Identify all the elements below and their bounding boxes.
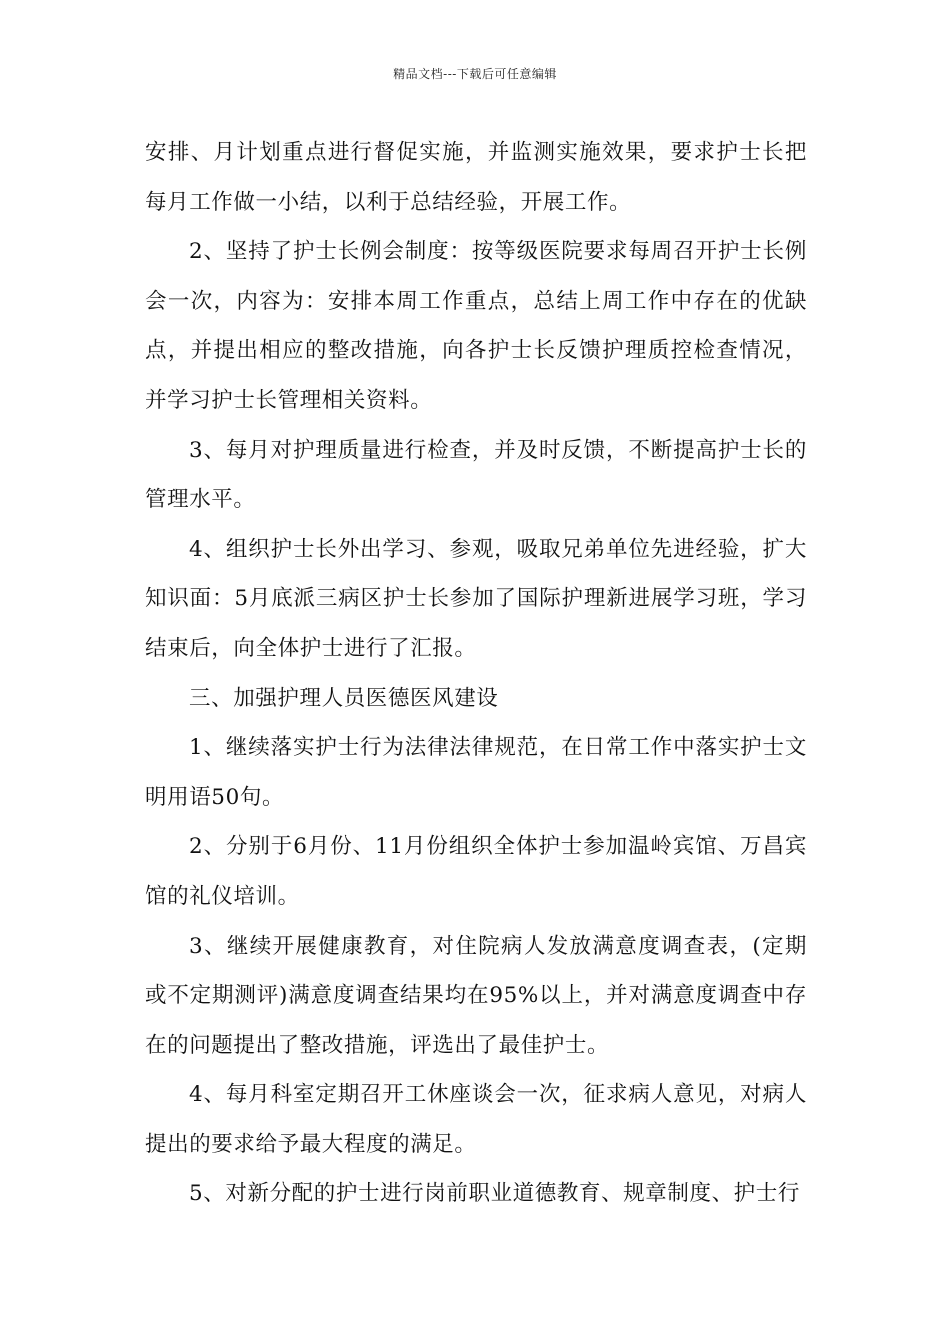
paragraph-8: 4、每月科室定期召开工休座谈会一次，征求病人意见，对病人提出的要求给予最大程度的满足。 <box>145 1082 807 1157</box>
paragraph-4: 4、组织护士长外出学习、参观，吸取兄弟单位先进经验，扩大知识面：5月底派三病区护士长参加了国际护理新进展学习班，学习结束后，向全体护士进行了汇报。 <box>145 536 807 661</box>
document-body <box>145 128 807 1219</box>
paragraph-1: 安排、月计划重点进行督促实施，并监测实施效果，要求护士长把每月工作做一小结，以利于总结经验，开展工作。 <box>145 140 807 215</box>
paragraph-6: 2、分别于6月份、11月份组织全体护士参加温岭宾馆、万昌宾馆的礼仪培训。 <box>145 834 807 909</box>
paragraph-2: 2、坚持了护士长例会制度：按等级医院要求每周召开护士长例会一次，内容为：安排本周工作重点，总结上周工作中存在的优缺点，并提出相应的整改措施，向各护士长反馈护理质控检查情况，并学习护士长管理相关资料。 <box>145 239 807 413</box>
section-heading: 三、加强护理人员医德医风建设 <box>189 685 499 711</box>
paragraph-7: 3、继续开展健康教育，对住院病人发放满意度调查表，(定期或不定期测评)满意度调查结果均在95%以上，并对满意度调查中存在的问题提出了整改措施，评选出了最佳护士。 <box>145 933 807 1058</box>
paragraph-9: 5、对新分配的护士进行岗前职业道德教育、规章制度、护士行 <box>189 1181 800 1207</box>
paragraph-5: 1、继续落实护士行为法律法律规范，在日常工作中落实护士文明用语50句。 <box>145 735 807 810</box>
page-header: 精品文档---下载后可任意编辑 <box>393 67 557 81</box>
paragraph-3: 3、每月对护理质量进行检查，并及时反馈，不断提高护士长的管理水平。 <box>145 437 807 513</box>
